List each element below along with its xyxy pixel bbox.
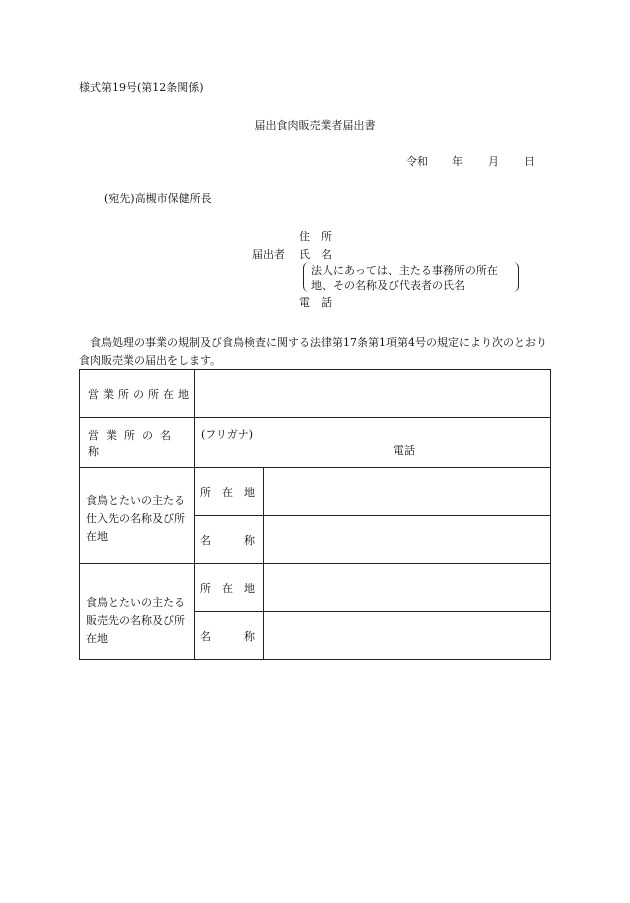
- phone-label: 電 話: [299, 296, 332, 309]
- buyer-name-label: 名 称: [195, 612, 264, 660]
- supplier-location-label: 所 在 地: [195, 468, 264, 516]
- buyer-label: 食鳥とたいの主たる販売先の名称及び所在地: [80, 564, 195, 660]
- furigana-label: (フリガナ): [201, 428, 254, 441]
- office-phone-label: 電話: [393, 444, 415, 457]
- supplier-label: 食鳥とたいの主たる仕入先の名称及び所在地: [80, 468, 195, 564]
- date-year: 年: [452, 155, 463, 168]
- notifier-role: 届出者: [252, 248, 285, 261]
- form-number: 様式第19号(第12条関係): [79, 81, 204, 94]
- supplier-name-field[interactable]: [264, 516, 551, 564]
- addressee: (宛先)高槻市保健所長: [104, 192, 212, 205]
- corporate-note-line1: 法人にあっては、主たる事務所の所在: [311, 264, 498, 277]
- date-month: 月: [488, 155, 499, 168]
- office-name-label: 営業所の名称: [80, 418, 195, 468]
- buyer-name-field[interactable]: [264, 612, 551, 660]
- declaration-text: 食鳥処理の事業の規制及び食鳥検査に関する法律第17条第1項第4号の規定により次のとおり食肉販売業の届出をします。: [79, 336, 547, 367]
- corporate-note-line2: 地、その名称及び代表者の氏名: [311, 279, 465, 292]
- date-day: 日: [524, 155, 535, 168]
- supplier-name-label: 名 称: [195, 516, 264, 564]
- notification-table: [79, 369, 551, 660]
- buyer-location-field[interactable]: [264, 564, 551, 612]
- name-label: 氏 名: [299, 248, 332, 261]
- office-location-field[interactable]: [195, 370, 551, 418]
- buyer-location-label: 所 在 地: [195, 564, 264, 612]
- office-name-field[interactable]: [195, 418, 551, 468]
- office-location-label: 営業所の所在地: [80, 370, 195, 418]
- address-label: 住 所: [299, 230, 332, 243]
- document-title: 届出食肉販売業者届出書: [254, 119, 376, 132]
- date-era: 令和: [406, 155, 428, 168]
- supplier-location-field[interactable]: [264, 468, 551, 516]
